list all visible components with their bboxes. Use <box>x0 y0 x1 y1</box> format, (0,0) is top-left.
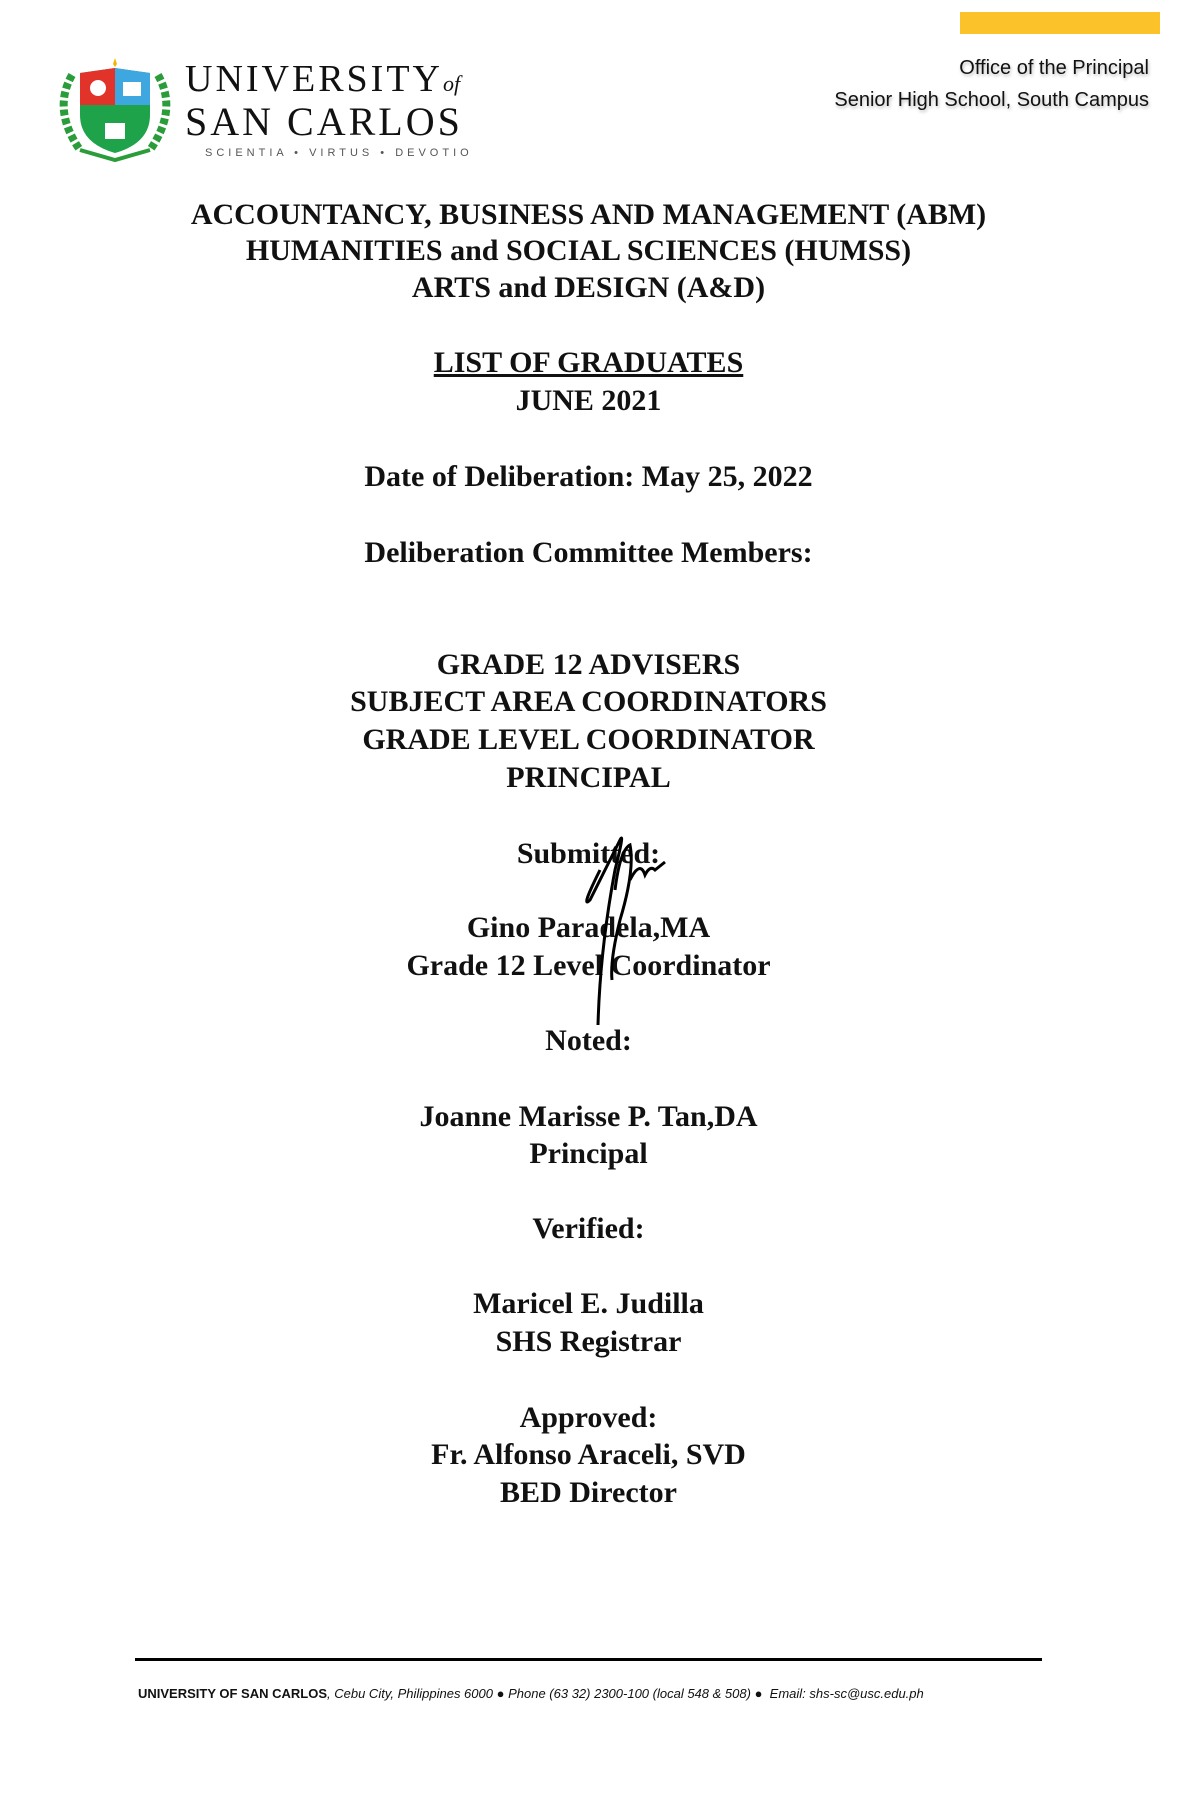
list-title: LIST OF GRADUATES <box>433 346 744 379</box>
office-header <box>834 52 1149 116</box>
committee-heading: Deliberation Committee Members: <box>364 536 813 569</box>
footer-divider <box>135 1658 1042 1661</box>
graduation-month: JUNE 2021 <box>515 384 662 417</box>
bullet-icon: ● <box>754 1686 763 1701</box>
approved-role: BED Director <box>500 1476 677 1509</box>
verified-role: SHS Registrar <box>495 1325 682 1358</box>
footer-org: UNIVERSITY OF SAN CARLOS <box>138 1686 328 1701</box>
approved-name: Fr. Alfonso Araceli, SVD <box>431 1438 746 1471</box>
noted-name: Joanne Marisse P. Tan,DA <box>419 1100 758 1133</box>
wordmark-line1: UNIVERSITY <box>185 58 443 100</box>
wordmark-of: of <box>442 71 461 96</box>
committee-member: GRADE LEVEL COORDINATOR <box>362 723 815 756</box>
campus-name: Senior High School, South Campus <box>834 89 1149 111</box>
university-logo <box>50 55 510 165</box>
approved-label: Approved: <box>519 1401 658 1434</box>
motto: SCIENTIA • VIRTUS • DEVOTIO <box>205 147 473 159</box>
signature <box>560 830 680 1030</box>
verified-name: Maricel E. Judilla <box>473 1287 704 1320</box>
submitted-role: Grade 12 Level Coordinator <box>406 949 771 982</box>
accent-bar <box>960 12 1160 34</box>
submitted-label: Submitted: <box>516 837 661 870</box>
university-wordmark <box>185 60 473 159</box>
committee-member: SUBJECT AREA COORDINATORS <box>350 685 827 718</box>
submitted-name: Gino Paradela,MA <box>466 911 711 944</box>
committee-member: PRINCIPAL <box>506 761 671 794</box>
noted-label: Noted: <box>545 1024 632 1057</box>
deliberation-date: Date of Deliberation: May 25, 2022 <box>364 460 813 493</box>
footer-email: Email: shs-sc@usc.edu.ph <box>769 1686 924 1701</box>
office-name: Office of the Principal <box>959 57 1149 79</box>
wordmark-line2: SAN CARLOS <box>185 99 463 144</box>
committee-member: GRADE 12 ADVISERS <box>436 648 741 681</box>
strand-humss: HUMANITIES and SOCIAL SCIENCES (HUMSS) <box>245 234 912 267</box>
footer-phone: Phone (63 32) 2300-100 (local 548 & 508) <box>508 1686 751 1701</box>
verified-label: Verified: <box>532 1212 645 1245</box>
footer <box>138 1686 924 1701</box>
bullet-icon: ● <box>496 1686 505 1701</box>
strand-abm: ACCOUNTANCY, BUSINESS AND MANAGEMENT (ABM) <box>190 198 987 231</box>
crest-icon <box>50 55 180 165</box>
strand-ad: ARTS and DESIGN (A&D) <box>411 271 766 304</box>
noted-role: Principal <box>529 1137 648 1170</box>
footer-address: , Cebu City, Philippines 6000 <box>327 1686 493 1701</box>
